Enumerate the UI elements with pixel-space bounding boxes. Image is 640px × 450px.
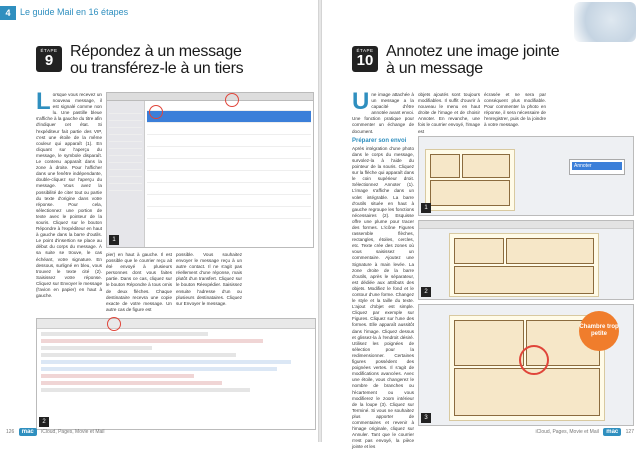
figure-number: 3 xyxy=(421,413,431,423)
step-number: 10 xyxy=(356,52,374,69)
window-toolbar xyxy=(107,93,313,101)
send-button-highlight xyxy=(107,317,121,331)
dropcap: L xyxy=(36,88,51,115)
title-line-1: Annotez une image jointe xyxy=(386,43,560,60)
reply-compose-screenshot xyxy=(36,318,316,430)
figure-number: 2 xyxy=(39,417,49,427)
step-title xyxy=(386,43,636,77)
dropcap: U xyxy=(352,88,370,115)
title-line-2: ou transférez-le à un tiers xyxy=(70,60,244,77)
body-column-2: objets ajoutés sont toujours modifiables. Il suffit d'ouvrir à nouveau le menu en haut droite de l'image et de choisir Annoter. En revanche, une fois le courrier envoyé, l'image est xyxy=(418,92,480,134)
figure-number: 1 xyxy=(421,203,431,213)
floor-plan-image xyxy=(449,233,599,297)
markup-toolbar-screenshot xyxy=(418,220,634,300)
left-page xyxy=(0,0,318,442)
decorative-bird-image xyxy=(574,2,636,42)
step-number: 9 xyxy=(44,52,54,69)
step-title xyxy=(70,43,315,77)
body-column-2: pier) en haut à gauche. Il est possible que le courrier reçu ait été envoyé à plusieurs personnes dont vous faites partie. Dans ce cas, cliquez sur le bouton Répondre à tous omis de deux flèches. Chaque destinataire recevra une copie exacte de votre message. Un autre cas de figure est xyxy=(106,252,172,312)
footer-text: iCloud, Pages, Movie et Mail xyxy=(41,429,105,435)
annotate-menu-item[interactable]: Annoter xyxy=(572,162,622,170)
body-column-1 xyxy=(352,88,414,450)
body-text-1: Après intégration d'une photo dans le corps du message, survolez-la à l'aide du pointeur de la souris. Cliquez sur la flèche qui apparaît dans le coin supérieur droit. Sélectionnez Annoter (1). L'image s'affiche dans un volet intégrable. La barre d'outils située en haut à gauche regroupe les fonctions nécessaires (2). Esquisse offre une plume pour tracer des formes. L'icône Figures rassemble flèches, rectangles, étoiles, cercles, etc. Texte crée des zones où vous saisissez un commentaire. Ajoutez une Signature à main levée. La zone droite de la barre d'outils, après le séparateur, est dédiée aux attributs des objets. Modifiez le fond et le contour d'une forme. Changez le style et la taille du texte. L'ajout d'objet est simple. Cliquez par exemple sur Figures. Cliquez sur l'une des formes. Elle apparaît aussitôt dans l'image. Cliquez dessus et glissez-la à l'endroit désiré. Utilisez les poignées de sélection pour la redimensionner. Certaines figures possèdent des poignées vertes. Il s'agit de modifications avancées. Avec une étoile, vous changerez le nombre de branches ou l'écartement ou vous modifierez le zoom intérieur de la loupe (3). Cliquez sur Terminé. Si vous ne souhaitez plus apporter de commentaires et revenir à l'image originale, cliquez sur Annuler. Tant que le courrier n'est pas envoyé, la pièce jointe et les xyxy=(352,145,414,450)
mac-logo: mac xyxy=(19,428,37,436)
annotate-menu-screenshot xyxy=(418,136,634,216)
vip-star-highlight xyxy=(149,105,163,119)
body-column-3: écrasée et ne sera par conséquent plus modifiable. Pour commenter la photo en réponse, il sera nécessaire de l'enregistrer, puis de la joindre à votre message. xyxy=(484,92,546,128)
message-list xyxy=(145,101,313,247)
compose-toolbar xyxy=(37,319,315,329)
step-badge-9 xyxy=(36,46,62,72)
body-column-1 xyxy=(36,88,102,324)
reply-button-highlight xyxy=(225,93,239,107)
body-column-3: possible. Vous souhaitez envoyer le message reçu à un autre contact. Il ne s'agit pas réellement d'une réponse, mais plutôt d'un transfert. Cliquez sur le bouton Réexpédier. Saisissez ensuite l'adresse d'un ou plusieurs destinataires. Cliquez sur Envoyer le message. xyxy=(176,252,242,306)
figure-number: 1 xyxy=(109,235,119,245)
step-label: ÉTAPE xyxy=(40,48,58,53)
footer-right xyxy=(535,428,634,436)
mail-inbox-screenshot xyxy=(106,92,314,248)
page-number: 126 xyxy=(6,429,15,435)
right-page xyxy=(322,0,640,450)
mac-logo: mac xyxy=(603,428,621,436)
body-text-1: orsque vous recevez un nouveau message, il est signalé comme non lu. Une pastille bleue s'affiche à la gauche du titre afin d'indiquer cet état. Si l'expéditeur fait partie des VIP, c'est une étoile de la même couleur qui apparaît (1). En cliquant sur l'aperçu du message, le symbole disparaît. Le contenu apparaît dans la zone à droite. Pour l'afficher dans une fenêtre indépendante, double-cliquez sur l'aperçu du message. Vous avez la possibilité de citer tout ou partie du texte d'origine dans votre réponse. Pour cela, sélectionnez une portion de texte avec le pointeur de la souris. Cliquez sur le bouton Répondre à l'expéditeur en haut à gauche dans la barre d'outils. Le point d'insertion se place au début du corps du message. À sa suite se trouve, le cas échéant, votre signature. En dessous, surligné en bleu, vous trouvez le texte cité (2). Saisissez votre réponse. Cliquez sur Envoyer le message (l'avion en papier) en haut à gauche. xyxy=(36,92,102,299)
step-label: ÉTAPE xyxy=(356,48,374,53)
chapter-number: 4 xyxy=(0,6,16,20)
markup-toolbar xyxy=(419,221,633,229)
title-line-2: à un message xyxy=(386,60,483,77)
section-subhead: Préparer son envoi xyxy=(352,137,407,144)
title-line-1: Répondez à un message xyxy=(70,43,242,60)
annotate-menu[interactable] xyxy=(569,159,625,175)
intro-text: ne image attachée à un message a la capacité d'être annotée avant envoi. Une fonction pratique pour commenter un échange de document. xyxy=(352,92,414,134)
step-badge-10 xyxy=(352,46,378,72)
chapter-title: Le guide Mail en 16 étapes xyxy=(20,7,129,17)
magnifier-annotation xyxy=(519,345,549,375)
footer-left xyxy=(6,428,105,436)
footer-text: iCloud, Pages, Movie et Mail xyxy=(535,429,599,435)
figure-number: 2 xyxy=(421,287,431,297)
comment-bubble: Chambre trop petite xyxy=(579,311,619,351)
mailbox-sidebar xyxy=(107,101,145,247)
floor-plan-image xyxy=(425,149,515,211)
annotated-image-screenshot xyxy=(418,304,634,426)
page-number: 127 xyxy=(625,429,634,435)
